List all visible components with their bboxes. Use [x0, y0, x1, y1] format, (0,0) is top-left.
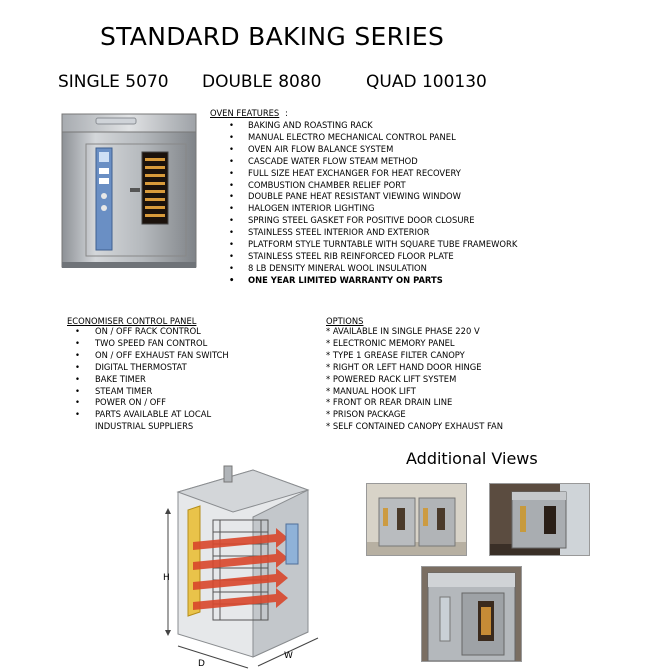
list-item: • ON / OFF EXHAUST FAN SWITCH [67, 350, 229, 362]
list-item: • BAKE TIMER [67, 374, 229, 386]
list-item: • POWER ON / OFF [67, 397, 229, 409]
list-item: * TYPE 1 GREASE FILTER CANOPY [326, 349, 465, 360]
options-list [326, 326, 503, 433]
model-double: DOUBLE 8080 [202, 72, 322, 92]
features-list [221, 120, 517, 287]
list-item: • STEAM TIMER [67, 386, 229, 398]
model-single: SINGLE 5070 [58, 72, 169, 92]
list-item: • STAINLESS STEEL INTERIOR AND EXTERIOR [221, 227, 517, 239]
list-item: • OVEN AIR FLOW BALANCE SYSTEM [221, 144, 517, 156]
list-item: * FRONT OR REAR DRAIN LINE [326, 397, 453, 408]
list-item: * ELECTRONIC MEMORY PANEL [326, 337, 455, 348]
depth-label: D [198, 659, 205, 669]
list-item: * SELF CONTAINED CANOPY EXHAUST FAN [326, 421, 504, 432]
list-item: • FULL SIZE HEAT EXCHANGER FOR HEAT RECOVERY [221, 168, 517, 180]
list-item: • TWO SPEED FAN CONTROL [67, 338, 229, 350]
list-item: • PLATFORM STYLE TURNTABLE WITH SQUARE TUBE FRAMEWORK [221, 239, 517, 251]
list-item: * MANUAL HOOK LIFT [326, 385, 416, 396]
features-heading: OVEN FEATURES [210, 108, 280, 118]
model-quad: QUAD 100130 [366, 72, 487, 92]
list-item: • ON / OFF RACK CONTROL [67, 326, 229, 338]
features-heading-colon: : [285, 108, 288, 118]
list-item: • PARTS AVAILABLE AT LOCAL [67, 409, 229, 421]
list-item: • CASCADE WATER FLOW STEAM METHOD [221, 156, 517, 168]
economiser-heading: ECONOMISER CONTROL PANEL [67, 316, 197, 326]
list-item: • COMBUSTION CHAMBER RELIEF PORT [221, 180, 517, 192]
list-item: • STAINLESS STEEL RIB REINFORCED FLOOR PLATE [221, 251, 517, 263]
list-item: • MANUAL ELECTRO MECHANICAL CONTROL PANEL [221, 132, 517, 144]
page-title: STANDARD BAKING SERIES [100, 22, 445, 51]
list-item: • ONE YEAR LIMITED WARRANTY ON PARTS [221, 275, 517, 287]
list-item: * AVAILABLE IN SINGLE PHASE 220 V [326, 326, 480, 336]
list-item: * PRISON PACKAGE [326, 409, 406, 420]
economiser-list [67, 326, 229, 433]
list-item: • 8 LB DENSITY MINERAL WOOL INSULATION [221, 263, 517, 275]
oven-cutaway-diagram [158, 462, 328, 670]
list-item: • HALOGEN INTERIOR LIGHTING [221, 203, 517, 215]
list-item: • BAKING AND ROASTING RACK [221, 120, 517, 132]
additional-view-photo-1 [366, 483, 467, 556]
list-item: • DIGITAL THERMOSTAT [67, 362, 229, 374]
additional-views-heading: Additional Views [406, 449, 538, 468]
options-heading: OPTIONS [326, 316, 364, 326]
width-label: W [284, 651, 293, 661]
additional-view-photo-2 [489, 483, 590, 556]
list-item-continued: INDUSTRIAL SUPPLIERS [95, 421, 194, 432]
list-item: * RIGHT OR LEFT HAND DOOR HINGE [326, 361, 482, 372]
list-item: * POWERED RACK LIFT SYSTEM [326, 373, 457, 384]
additional-view-photo-3 [421, 566, 522, 662]
oven-photo [58, 112, 200, 272]
height-label: H [163, 573, 170, 583]
list-item: • SPRING STEEL GASKET FOR POSITIVE DOOR CLOSURE [221, 215, 517, 227]
list-item: • DOUBLE PANE HEAT RESISTANT VIEWING WINDOW [221, 191, 517, 203]
